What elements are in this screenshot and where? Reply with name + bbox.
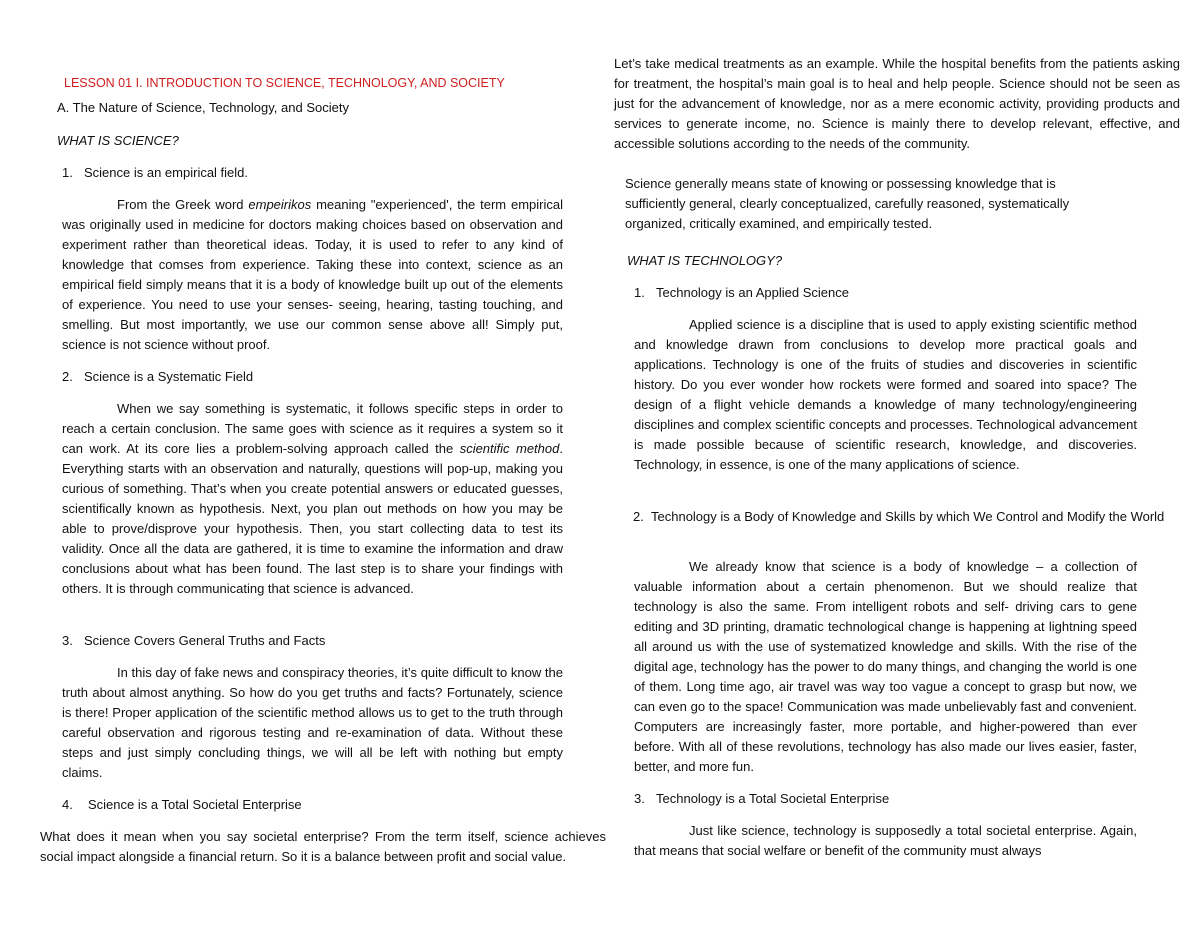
paragraph-emphasis: scientific method bbox=[459, 441, 560, 456]
item-label: Science is an empirical field. bbox=[84, 165, 249, 180]
item-number: 3. bbox=[634, 791, 645, 806]
section-heading: A. The Nature of Science, Technology, and Society bbox=[57, 100, 349, 115]
paragraph-text: . Everything starts with an observation and naturally, questions will pop-up, making you curious of something. That’s when you create potential answers or educated guesses, scientifically known as hypothesis. Next, you plan out methods on how you may be able to prove/disprove your hypothesis. Then, you start collecting data to test its validity. Once all the data are gathered, it is time to examine the information and draw conclusions about what has been found. The last step is to share your findings with others. It is through communicating that science is advanced. bbox=[62, 441, 563, 596]
science-paragraph-3: In this day of fake news and conspiracy theories, it’s quite difficult to know the truth about almost anything. So how do you get truths and facts? Fortunately, science is there! Proper application of the scientific method allows us to get to the truth through careful observation and rigorous testing and re-examination of data. Without these steps and just simply concluding things, we will all be left with nothing but empty claims. bbox=[62, 665, 563, 780]
item-number: 4. bbox=[62, 797, 73, 812]
science-item-4 bbox=[62, 795, 302, 815]
item-label: Technology is a Total Societal Enterprise bbox=[656, 791, 890, 806]
paragraph-text: From the Greek word bbox=[117, 197, 249, 212]
technology-item-3 bbox=[634, 789, 889, 809]
item-label: Technology is a Body of Knowledge and Skills by which We Control and Modify the World bbox=[651, 509, 1165, 524]
paragraph-text: When we say something is systematic, it follows specific steps in order to reach a certain conclusion. The same goes with science as it requires a system so it can work. At its core lies a problem-solving approach called the bbox=[62, 401, 563, 456]
technology-heading: WHAT IS TECHNOLOGY? bbox=[627, 253, 783, 268]
technology-item-1 bbox=[634, 283, 849, 303]
item-label: Technology is an Applied Science bbox=[656, 285, 849, 300]
paragraph-text: meaning "experienced', the term empirical was originally used in medicine for doctors making choices based on observation and experiment rather than theoretical ideas. Today, it is used to refer to any kind of knowledge that comses from experience. Taking these into context, science as an empirical field simply means that it is a body of knowledge built up out of the elements of experience. You need to use your senses- seeing, hearing, tasting touching, and smelling. But most importantly, we use our common sense above all! Simply put, science is not science without proof. bbox=[62, 197, 563, 352]
paragraph-emphasis: empeirikos bbox=[248, 197, 312, 212]
science-paragraph-2 bbox=[62, 399, 563, 599]
item-number: 2. bbox=[62, 369, 73, 384]
science-paragraph-1 bbox=[62, 195, 563, 355]
item-label: Science Covers General Truths and Facts bbox=[84, 633, 326, 648]
medical-example-paragraph: Let’s take medical treatments as an example. While the hospital benefits from the patients asking for treatment, the hospital’s main goal is to heal and help people. Science should not be seen as just for the advancement of knowledge, nor as a mere economic activity, providing products and services to generate income, no. Science is mainly there to develop relevant, effective, and accessible solutions according to the needs of the community. bbox=[614, 56, 1180, 151]
science-item-1 bbox=[62, 163, 248, 183]
item-label: Science is a Systematic Field bbox=[84, 369, 254, 384]
technology-paragraph-3: Just like science, technology is supposedly a total societal enterprise. Again, that means that social welfare or benefit of the community must always bbox=[634, 823, 1137, 858]
item-number: 2. bbox=[633, 509, 644, 524]
science-definition: Science generally means state of knowing or possessing knowledge that is sufficiently general, clearly conceptualized, carefully reasoned, systematically organized, critically examined, and empirically tested. bbox=[625, 176, 1070, 231]
science-item-2 bbox=[62, 367, 253, 387]
lesson-title: LESSON 01 I. INTRODUCTION TO SCIENCE, TECHNOLOGY, AND SOCIETY bbox=[64, 76, 505, 90]
item-number: 1. bbox=[62, 165, 73, 180]
technology-paragraph-1: Applied science is a discipline that is used to apply existing scientific method and knowledge drawn from conclusions to develop more practical goals and applications. Technology is one of the fruits of studies and discoveries in scientific history. Do you ever wonder how rockets were formed and soared into space? The design of a flight vehicle demands a knowledge of many technology/engineering disciplines and complex scientific concepts and processes. Technological advancement is made possible because of scientific research, knowledge, and discoveries. Technology, in essence, is one of the many applications of science. bbox=[634, 317, 1137, 472]
science-heading: WHAT IS SCIENCE? bbox=[57, 133, 179, 148]
item-label: Science is a Total Societal Enterprise bbox=[88, 797, 302, 812]
item-number: 1. bbox=[634, 285, 645, 300]
science-paragraph-4: What does it mean when you say societal enterprise? From the term itself, science achieves social impact alongside a financial return. So it is a balance between profit and social value. bbox=[40, 829, 606, 864]
technology-item-2 bbox=[634, 507, 1171, 527]
item-number: 3. bbox=[62, 633, 73, 648]
science-item-3 bbox=[62, 631, 325, 651]
technology-paragraph-2: We already know that science is a body of knowledge – a collection of valuable information about a certain phenomenon. But we should realize that technology is also the same. From intelligent robots and self- driving cars to gene editing and 3D printing, dramatic technological change is happening at lightning speed all around us with the use of systematized knowledge and skills. With the rise of the digital age, technology has the power to do many things, and changing the world is one of them. Long time ago, air travel was way too vague a concept to grasp but now, we can even go to the space! Communication was made unbelievably fast and convenient. Computers are increasingly faster, more portable, and higher-powered than ever before. With all of these revolutions, technology has also made our lives easier, faster, better, and more fun. bbox=[634, 559, 1137, 774]
